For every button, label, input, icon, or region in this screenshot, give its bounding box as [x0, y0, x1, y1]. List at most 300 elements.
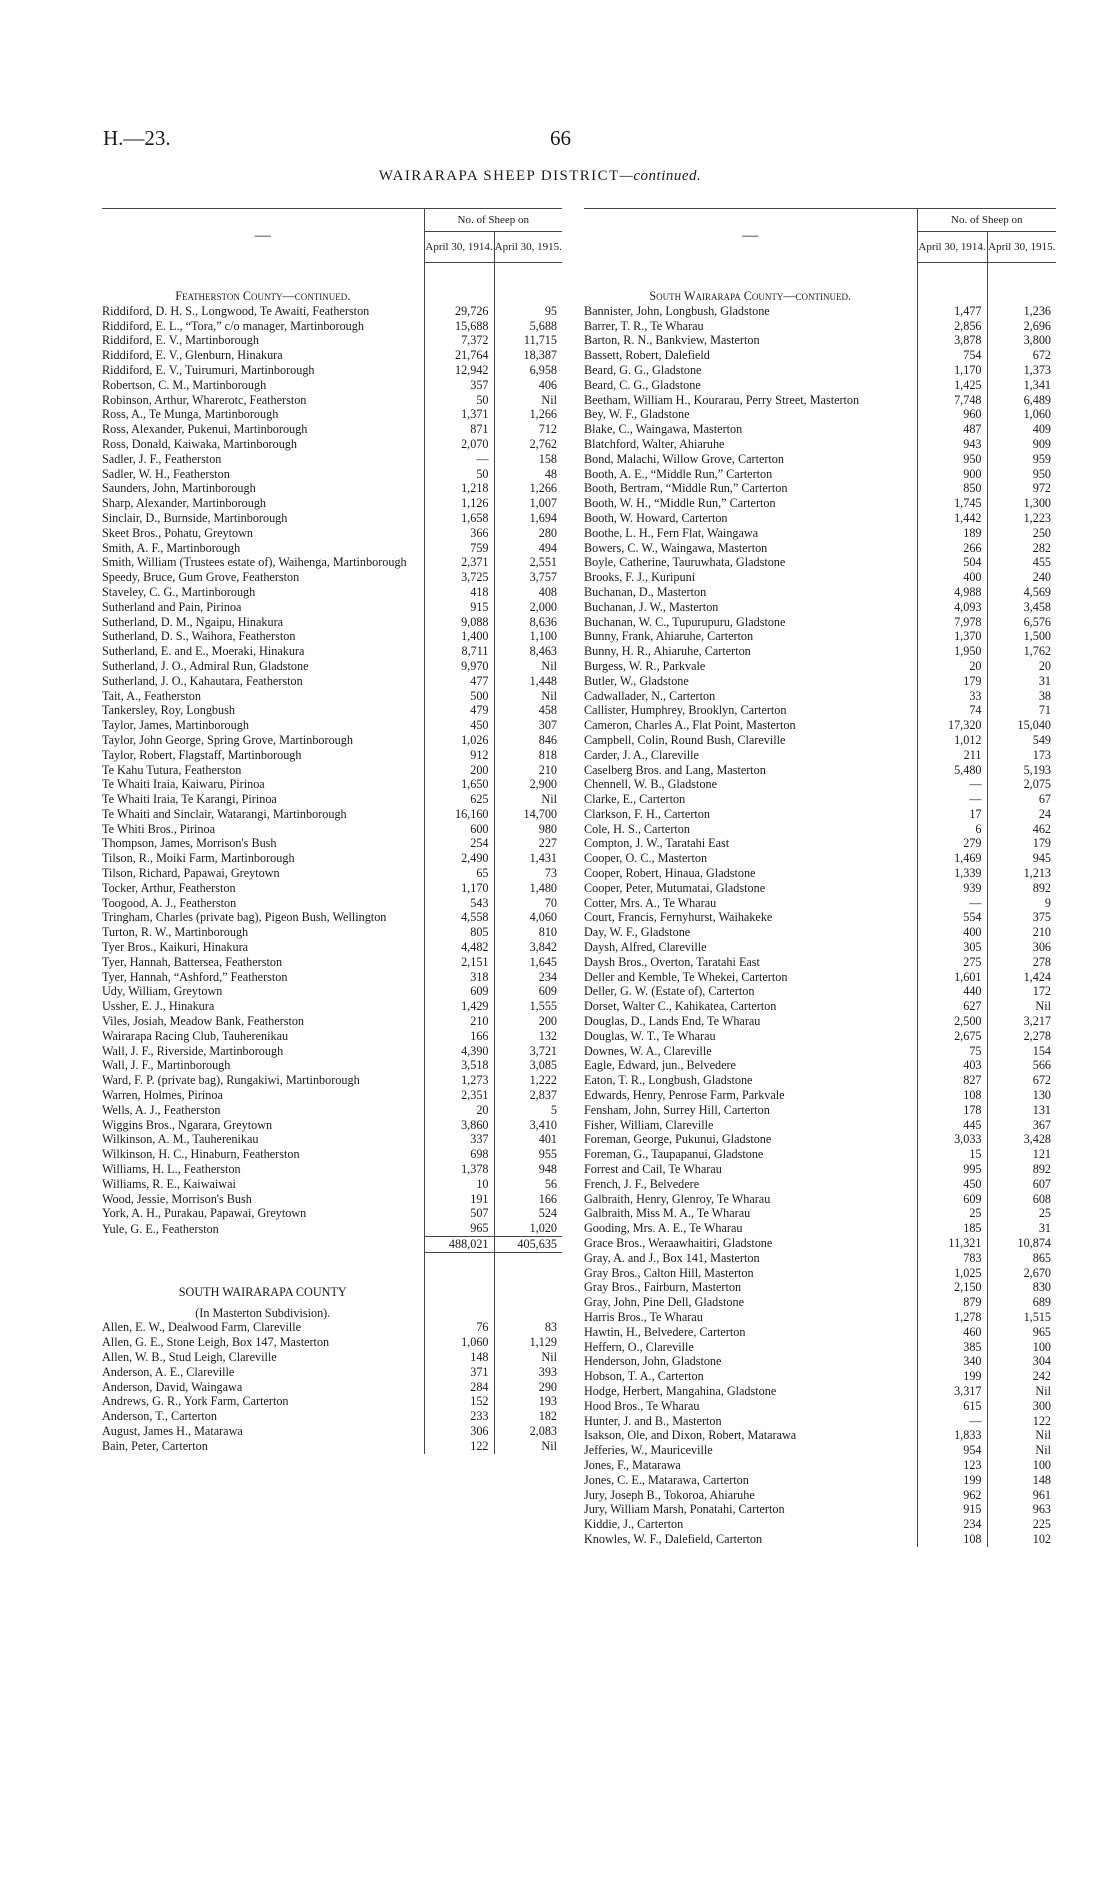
sheep-1914-cell: 418 [424, 585, 494, 600]
owner-name-cell: French, J. F., Belvedere [584, 1176, 700, 1191]
right-column [584, 208, 1056, 1547]
owner-name-cell: Te Whaiti and Sinclair, Watarangi, Martinborough [102, 806, 347, 821]
left-sheep-table [102, 208, 562, 1454]
sheep-1915-cell: 24 [987, 807, 1056, 822]
table-row [584, 659, 1056, 674]
sheep-1915-cell: 1,480 [494, 881, 562, 896]
sheep-1915-cell: 1,020 [494, 1221, 562, 1236]
owner-name-cell: Barton, R. N., Bankview, Masterton [584, 333, 760, 348]
table-row [102, 1103, 562, 1118]
sheep-1915-cell: 672 [987, 348, 1056, 363]
table-row [584, 822, 1056, 837]
sheep-1914-cell: 4,093 [917, 600, 987, 615]
sheep-1915-cell: 130 [987, 1088, 1056, 1103]
sheep-1914-cell: 754 [917, 348, 987, 363]
owner-name-cell: Sutherland, J. O., Admiral Run, Gladstone [102, 658, 309, 673]
table-header-1914: April 30, 1914. [424, 232, 494, 263]
sheep-1914-cell: 189 [917, 526, 987, 541]
owner-name-cell: Speedy, Bruce, Gum Grove, Featherston [102, 570, 300, 585]
table-row [102, 407, 562, 422]
sheep-1915-cell: 122 [987, 1414, 1056, 1429]
sheep-1915-cell: 306 [987, 940, 1056, 955]
owner-name-cell: Booth, A. E., “Middle Run,” Carterton [584, 466, 773, 481]
table-row [584, 1073, 1056, 1088]
owner-name-cell: Tyer Bros., Kaikuri, Hinakura [102, 940, 249, 955]
owner-name-cell: Bunny, H. R., Ahiaruhe, Carterton [584, 644, 751, 659]
table-row [102, 541, 562, 556]
sheep-1914-cell: 10 [424, 1177, 494, 1192]
owner-name-cell: Beard, C. G., Gladstone [584, 377, 701, 392]
sheep-1915-cell: 2,075 [987, 777, 1056, 792]
owner-name-cell: Te Whiti Bros., Pirinoa [102, 821, 216, 836]
table-row [102, 1365, 562, 1380]
owner-name-cell: Gray, A. and J., Box 141, Masterton [584, 1250, 760, 1265]
sheep-1915-cell: 892 [987, 881, 1056, 896]
sheep-1914-cell: 912 [424, 748, 494, 763]
sheep-1914-cell: 152 [424, 1394, 494, 1409]
spacer-cell [424, 1279, 494, 1300]
sheep-1914-cell: 275 [917, 955, 987, 970]
sheep-1915-cell: 955 [494, 1147, 562, 1162]
sheep-1915-cell: Nil [494, 659, 562, 674]
sheep-1915-cell: 148 [987, 1473, 1056, 1488]
sheep-1914-cell: 1,400 [424, 629, 494, 644]
owner-name-cell: Riddiford, D. H. S., Longwood, Te Awaiti, Featherston [102, 303, 370, 318]
sheep-1914-cell: 210 [424, 1014, 494, 1029]
table-row [584, 615, 1056, 630]
sheep-1914-cell: 50 [424, 467, 494, 482]
sheep-1914-cell: 1,026 [424, 733, 494, 748]
owner-name-cell: Yule, G. E., Featherston [102, 1221, 219, 1236]
sheep-1915-cell: 3,428 [987, 1132, 1056, 1147]
sheep-1914-cell: 450 [917, 1177, 987, 1192]
sheep-1914-cell: 1,278 [917, 1310, 987, 1325]
owner-name-cell: Te Kahu Tutura, Featherston [102, 762, 242, 777]
sheep-1915-cell: 689 [987, 1295, 1056, 1310]
sheep-1915-cell: 810 [494, 925, 562, 940]
sheep-1914-cell: 15 [917, 1147, 987, 1162]
table-row [102, 792, 562, 807]
sheep-1914-cell: 199 [917, 1473, 987, 1488]
sheep-1915-cell: 8,463 [494, 644, 562, 659]
sheep-1915-cell: 2,762 [494, 437, 562, 452]
table-row [102, 970, 562, 985]
table-row [102, 570, 562, 585]
table-header-group: No. of Sheep on [424, 209, 562, 232]
sheep-1914-cell: 4,482 [424, 940, 494, 955]
table-row [102, 1147, 562, 1162]
table-row [102, 304, 562, 319]
sheep-1915-cell: 10,874 [987, 1236, 1056, 1251]
owner-name-cell: Wairarapa Racing Club, Tauherenikau [102, 1028, 289, 1043]
owner-name-cell: Taylor, James, Martinborough [102, 718, 249, 733]
owner-name-cell: Bond, Malachi, Willow Grove, Carterton [584, 451, 784, 466]
owner-name-cell: Kiddie, J., Carterton [584, 1517, 684, 1532]
table-row [102, 644, 562, 659]
section-row [102, 283, 562, 304]
sheep-1915-cell: 3,458 [987, 600, 1056, 615]
table-row [102, 689, 562, 704]
owner-name-cell: Wells, A. J., Featherston [102, 1102, 221, 1117]
owner-name-cell: Eaton, T. R., Longbush, Gladstone [584, 1073, 753, 1088]
owner-name-cell: Riddiford, E. V., Tuirumuri, Martinborough [102, 362, 315, 377]
sheep-1915-cell: Nil [987, 1384, 1056, 1399]
sheep-1915-cell: 25 [987, 1206, 1056, 1221]
owner-name-cell: Booth, W. Howard, Carterton [584, 510, 728, 525]
owner-name-cell: Jones, C. E., Matarawa, Carterton [584, 1472, 749, 1487]
owner-name-cell: Bannister, John, Longbush, Gladstone [584, 303, 770, 318]
sheep-1915-cell: 1,223 [987, 511, 1056, 526]
owner-name-cell: Cameron, Charles A., Flat Point, Masterton [584, 718, 796, 733]
sheep-1914-cell: 1,170 [917, 363, 987, 378]
sheep-1915-cell: 1,645 [494, 955, 562, 970]
sheep-1914-cell: 17,320 [917, 718, 987, 733]
sheep-1915-cell: 158 [494, 452, 562, 467]
sheep-1914-cell: 3,518 [424, 1058, 494, 1073]
owner-name-cell: Viles, Josiah, Meadow Bank, Featherston [102, 1014, 305, 1029]
sheep-1914-cell: 191 [424, 1192, 494, 1207]
sheep-1915-cell: 38 [987, 689, 1056, 704]
owner-name-cell: Gray Bros., Fairburn, Masterton [584, 1280, 742, 1295]
table-row [584, 1473, 1056, 1488]
owner-name-cell: Galbraith, Henry, Glenroy, Te Wharau [584, 1191, 771, 1206]
sheep-1914-cell: 185 [917, 1221, 987, 1236]
owner-name-cell: Anderson, David, Waingawa [102, 1379, 243, 1394]
owner-name-cell: Tringham, Charles (private bag), Pigeon Bush, Wellington [102, 910, 387, 925]
sheep-1914-cell: 17 [917, 807, 987, 822]
sheep-1914-cell: 279 [917, 836, 987, 851]
sheep-1915-cell: 3,721 [494, 1044, 562, 1059]
owner-name-cell: Turton, R. W., Martinborough [102, 925, 249, 940]
table-row [102, 763, 562, 778]
sheep-1914-cell: 340 [917, 1354, 987, 1369]
spacer-row [102, 263, 562, 284]
sheep-1915-cell: 307 [494, 718, 562, 733]
sheep-1914-cell: 759 [424, 541, 494, 556]
table-row [584, 733, 1056, 748]
table-row [584, 1118, 1056, 1133]
owner-name-cell: Ross, A., Te Munga, Martinborough [102, 407, 279, 422]
sheep-1915-cell: 31 [987, 1221, 1056, 1236]
owner-name-cell: Cooper, O. C., Masterton [584, 851, 708, 866]
sheep-1915-cell: 409 [987, 422, 1056, 437]
sheep-1914-cell: 3,860 [424, 1118, 494, 1133]
sheep-1914-cell: 29,726 [424, 304, 494, 319]
owner-name-cell: Clarke, E., Carterton [584, 792, 686, 807]
sheep-1915-cell: 3,757 [494, 570, 562, 585]
owner-name-cell: Beetham, William H., Kourarau, Perry Street, Masterton [584, 392, 860, 407]
sheep-1915-cell: 182 [494, 1409, 562, 1424]
sheep-1915-cell: 892 [987, 1162, 1056, 1177]
sheep-1914-cell: 75 [917, 1044, 987, 1059]
table-row [102, 467, 562, 482]
table-row [584, 496, 1056, 511]
table-row [584, 644, 1056, 659]
table-row [584, 333, 1056, 348]
sheep-1914-cell: 1,339 [917, 866, 987, 881]
sheep-1914-cell: 1,012 [917, 733, 987, 748]
sheep-1914-cell: 5,480 [917, 763, 987, 778]
sheep-1915-cell: 234 [494, 970, 562, 985]
sheep-1915-cell: Nil [494, 1350, 562, 1365]
sheep-1915-cell: Nil [494, 1439, 562, 1454]
sheep-1915-cell: 1,129 [494, 1335, 562, 1350]
owner-name-cell: Saunders, John, Martinborough [102, 481, 256, 496]
section-subheading: (In Masterton Subdivision). [195, 1305, 331, 1320]
sheep-1914-cell: 615 [917, 1399, 987, 1414]
sheep-1914-cell: 504 [917, 555, 987, 570]
sheep-1915-cell: 210 [987, 925, 1056, 940]
owner-name-cell: Sutherland and Pain, Pirinoa [102, 599, 242, 614]
table-row [584, 748, 1056, 763]
sheep-1914-cell: 609 [917, 1192, 987, 1207]
sheep-1914-cell: 284 [424, 1380, 494, 1395]
table-row [584, 1266, 1056, 1281]
sheep-1915-cell: 2,696 [987, 319, 1056, 334]
owner-name-cell: Harris Bros., Te Wharau [584, 1309, 703, 1324]
sheep-1914-cell: 65 [424, 866, 494, 881]
sheep-1914-cell: 16,160 [424, 807, 494, 822]
sheep-1914-cell: 954 [917, 1443, 987, 1458]
table-row [584, 1221, 1056, 1236]
table-header-1915: April 30, 1915. [494, 232, 562, 263]
sheep-1915-cell: 131 [987, 1103, 1056, 1118]
table-row [584, 1088, 1056, 1103]
sheep-1914-cell: 805 [424, 925, 494, 940]
owner-name-cell: Sadler, W. H., Featherston [102, 466, 230, 481]
owner-name-cell: Hodge, Herbert, Mangahina, Gladstone [584, 1383, 777, 1398]
sheep-1915-cell: 609 [494, 984, 562, 999]
owner-name-cell: Sutherland, D. S., Waihora, Featherston [102, 629, 296, 644]
sheep-1914-cell: — [917, 777, 987, 792]
table-row [584, 955, 1056, 970]
table-row [102, 1409, 562, 1424]
sheep-1915-cell: 121 [987, 1147, 1056, 1162]
owner-name-cell: Carder, J. A., Clareville [584, 747, 699, 762]
table-row [102, 1058, 562, 1073]
table-row [102, 1132, 562, 1147]
sheep-1914-cell: 11,321 [917, 1236, 987, 1251]
owner-name-cell: Tankersley, Roy, Longbush [102, 703, 235, 718]
sheep-1915-cell: 712 [494, 422, 562, 437]
table-row [584, 1384, 1056, 1399]
table-row [584, 1014, 1056, 1029]
table-header-dash: — [102, 209, 424, 263]
owner-name-cell: Campbell, Colin, Round Bush, Clareville [584, 732, 786, 747]
sheep-1914-cell: 357 [424, 378, 494, 393]
table-row [584, 940, 1056, 955]
spacer-cell [102, 1252, 424, 1279]
sheep-1915-cell: 1,341 [987, 378, 1056, 393]
sheep-1915-cell: 200 [494, 1014, 562, 1029]
table-row [102, 659, 562, 674]
sheep-1915-cell: 14,700 [494, 807, 562, 822]
table-row [102, 496, 562, 511]
sheep-1915-cell: 300 [987, 1399, 1056, 1414]
owner-name-cell: Boyle, Catherine, Tauruwhata, Gladstone [584, 555, 786, 570]
owner-name-cell: Gooding, Mrs. A. E., Te Wharau [584, 1221, 743, 1236]
sheep-1914-cell: 266 [917, 541, 987, 556]
sheep-1915-cell: 1,300 [987, 496, 1056, 511]
sheep-1914-cell: 2,490 [424, 851, 494, 866]
sheep-1914-cell: 1,442 [917, 511, 987, 526]
table-row [102, 1335, 562, 1350]
sheep-1914-cell: 178 [917, 1103, 987, 1118]
table-row [584, 910, 1056, 925]
sheep-1914-cell: 1,126 [424, 496, 494, 511]
table-row [102, 555, 562, 570]
spacer-cell [494, 1252, 562, 1279]
sheep-1914-cell: 1,378 [424, 1162, 494, 1177]
owner-name-cell: Allen, W. B., Stud Leigh, Clareville [102, 1349, 277, 1364]
owner-name-cell: Caselberg Bros. and Lang, Masterton [584, 762, 766, 777]
table-row [584, 1058, 1056, 1073]
table-row [584, 1177, 1056, 1192]
table-row [102, 851, 562, 866]
table-row [102, 1029, 562, 1044]
sheep-1915-cell: 406 [494, 378, 562, 393]
sheep-1915-cell: 18,387 [494, 348, 562, 363]
table-row [102, 910, 562, 925]
owner-name-cell: Buchanan, W. C., Tupurupuru, Gladstone [584, 614, 786, 629]
sheep-1915-cell: 1,266 [494, 407, 562, 422]
sheep-1915-cell: 5,193 [987, 763, 1056, 778]
owner-name-cell: Sutherland, J. O., Kahautara, Featherston [102, 673, 303, 688]
owner-name-cell: Ussher, E. J., Hinakura [102, 999, 215, 1014]
sheep-1915-cell: 1,448 [494, 674, 562, 689]
table-row [584, 378, 1056, 393]
sheep-1915-cell: 4,569 [987, 585, 1056, 600]
sheep-1914-cell: 25 [917, 1206, 987, 1221]
table-row [584, 511, 1056, 526]
table-row [584, 1103, 1056, 1118]
owner-name-cell: Galbraith, Miss M. A., Te Wharau [584, 1206, 751, 1221]
owner-name-cell: Court, Francis, Fernyhurst, Waihakeke [584, 910, 773, 925]
table-row [102, 718, 562, 733]
owner-name-cell: Isakson, Ole, and Dixon, Robert, Matarawa [584, 1428, 797, 1443]
table-row [584, 1532, 1056, 1547]
sheep-1914-cell: 507 [424, 1206, 494, 1221]
sheep-1914-cell: 543 [424, 896, 494, 911]
sheep-1915-cell: 2,083 [494, 1424, 562, 1439]
sheep-1914-cell: 1,745 [917, 496, 987, 511]
sheep-1915-cell: 210 [494, 763, 562, 778]
table-row [584, 763, 1056, 778]
owner-name-cell: Foreman, G., Taupapanui, Gladstone [584, 1147, 764, 1162]
table-row [584, 999, 1056, 1014]
owner-name-cell: Jones, F., Matarawa [584, 1457, 681, 1472]
sheep-1915-cell: 2,837 [494, 1088, 562, 1103]
left-column [102, 208, 562, 1454]
sheep-1915-cell: 6,489 [987, 393, 1056, 408]
sheep-1915-cell: 242 [987, 1369, 1056, 1384]
sheep-1915-cell: 9 [987, 896, 1056, 911]
sheep-1915-cell: 566 [987, 1058, 1056, 1073]
owner-name-cell: Dorset, Walter C., Kahikatea, Carterton [584, 999, 777, 1014]
owner-name-cell: Hobson, T. A., Carterton [584, 1369, 704, 1384]
sheep-1914-cell: 123 [917, 1458, 987, 1473]
owner-name-cell: Booth, W. H., “Middle Run,” Carterton [584, 496, 776, 511]
sheep-1915-cell: 278 [987, 955, 1056, 970]
sheep-1914-cell: 7,748 [917, 393, 987, 408]
sheep-1914-cell: 609 [424, 984, 494, 999]
sheep-1914-cell: 8,711 [424, 644, 494, 659]
sheep-1915-cell: 1,266 [494, 481, 562, 496]
table-row [584, 1147, 1056, 1162]
spacer-cell [494, 263, 562, 284]
table-row [102, 881, 562, 896]
sheep-1915-cell: 1,373 [987, 363, 1056, 378]
owner-name-cell: Anderson, T., Carterton [102, 1409, 217, 1424]
owner-name-cell: Cotter, Mrs. A., Te Wharau [584, 895, 717, 910]
table-row [102, 319, 562, 334]
owner-name-cell: Blatchford, Walter, Ahiaruhe [584, 436, 725, 451]
owner-name-cell: Skeet Bros., Pohatu, Greytown [102, 525, 253, 540]
table-row [102, 1014, 562, 1029]
sheep-1914-cell: 479 [424, 703, 494, 718]
table-row [102, 777, 562, 792]
spacer-cell [917, 263, 987, 284]
sheep-1915-cell: 95 [494, 304, 562, 319]
sheep-1914-cell: 33 [917, 689, 987, 704]
sheep-1914-cell: 965 [424, 1221, 494, 1236]
sheep-1914-cell: 200 [424, 763, 494, 778]
sheep-1914-cell: 366 [424, 526, 494, 541]
owner-name-cell: Grace Bros., Weraawhaitiri, Gladstone [584, 1236, 773, 1250]
document-reference: H.—23. [103, 126, 171, 150]
table-header-1915: April 30, 1915. [987, 232, 1056, 263]
sheep-1914-cell: 6 [917, 822, 987, 837]
section-row [102, 1300, 562, 1321]
table-row [102, 600, 562, 615]
sheep-1914-cell: 783 [917, 1251, 987, 1266]
sheep-1915-cell: 2,000 [494, 600, 562, 615]
sheep-1914-cell: 20 [917, 659, 987, 674]
owner-name-cell: Butler, W., Gladstone [584, 673, 689, 688]
table-row [584, 674, 1056, 689]
owner-name-cell: Buchanan, D., Masterton [584, 584, 707, 599]
owner-name-cell: Robertson, C. M., Martinborough [102, 377, 267, 392]
title-suffix: —continued. [619, 168, 702, 184]
sheep-1914-cell: 74 [917, 703, 987, 718]
table-row [102, 703, 562, 718]
owner-name-cell: Hunter, J. and B., Masterton [584, 1413, 722, 1428]
owner-name-cell: Udy, William, Greytown [102, 984, 223, 999]
table-row [102, 1192, 562, 1207]
table-row [584, 703, 1056, 718]
table-row [102, 437, 562, 452]
sheep-1915-cell: 401 [494, 1132, 562, 1147]
sheep-1915-cell: 5 [494, 1103, 562, 1118]
table-row [102, 1320, 562, 1335]
table-row [102, 481, 562, 496]
table-row [584, 1044, 1056, 1059]
sheep-1915-cell: Nil [987, 1443, 1056, 1458]
spacer-cell [424, 1300, 494, 1321]
table-row [584, 1458, 1056, 1473]
table-row [584, 792, 1056, 807]
sheep-1915-cell: 2,278 [987, 1029, 1056, 1044]
table-row [584, 600, 1056, 615]
sheep-1914-cell: 4,558 [424, 910, 494, 925]
owner-name-cell: Edwards, Henry, Penrose Farm, Parkvale [584, 1088, 785, 1103]
sheep-1915-cell: 367 [987, 1118, 1056, 1133]
sheep-1915-cell: 405,635 [494, 1237, 562, 1253]
sheep-1915-cell: 3,842 [494, 940, 562, 955]
sheep-1915-cell: 5,688 [494, 319, 562, 334]
table-row [102, 1380, 562, 1395]
spacer-cell [424, 1252, 494, 1279]
